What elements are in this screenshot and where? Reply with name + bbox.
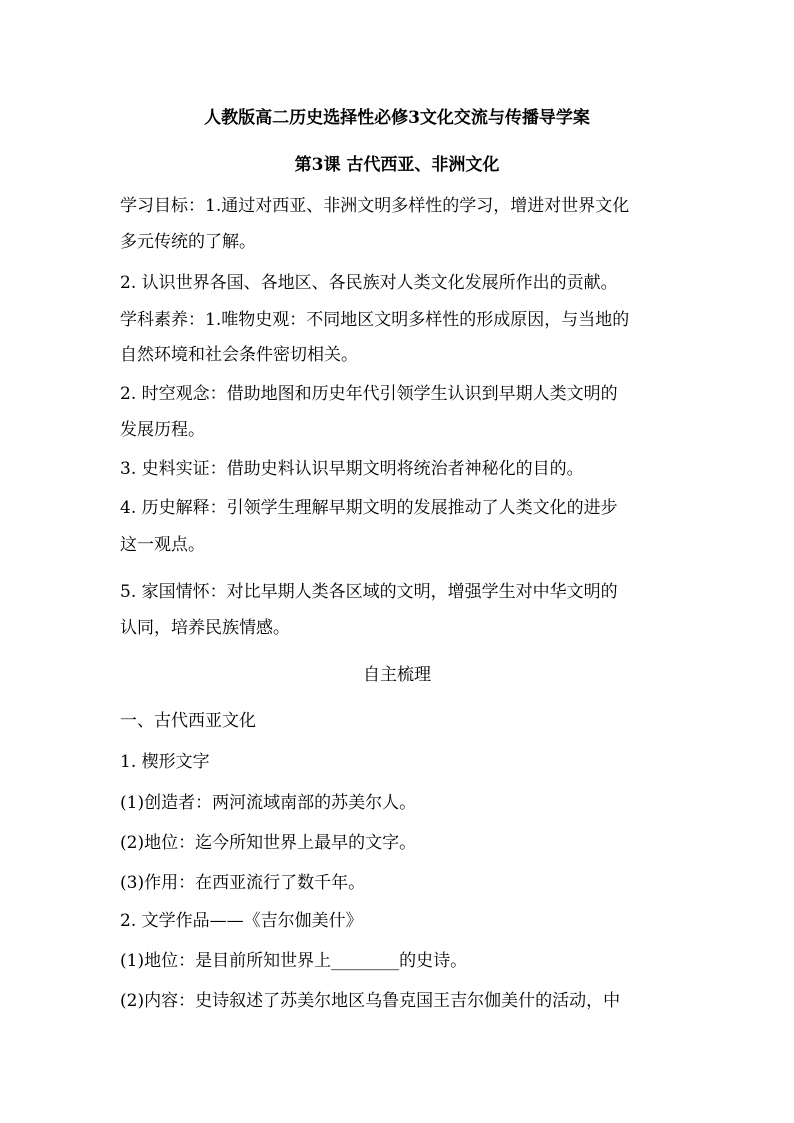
- literacy-line-3: 2. 时空观念：借助地图和历史年代引领学生认识到早期人类文明的: [120, 384, 618, 404]
- section-heading: 自主梳理: [363, 665, 431, 685]
- literacy-line-2: 自然环境和社会条件密切相关。: [120, 345, 358, 365]
- literacy-line-1: 学科素养：1.唯物史观：不同地区文明多样性的形成原因，与当地的: [120, 310, 630, 330]
- section-line-6: 2. 文学作品——《吉尔伽美什》: [120, 911, 363, 931]
- literacy-line-4: 发展历程。: [120, 420, 205, 440]
- literacy-line-9: 认同，培养民族情感。: [120, 618, 290, 638]
- objective-line-2: 多元传统的了解。: [120, 232, 256, 252]
- document-title: 人教版高二历史选择性必修3文化交流与传播导学案: [204, 108, 590, 128]
- lesson-title: 第3课 古代西亚、非洲文化: [294, 155, 500, 175]
- literacy-line-8: 5. 家国情怀：对比早期人类各区域的文明，增强学生对中华文明的: [120, 582, 618, 602]
- literacy-line-6: 4. 历史解释：引领学生理解早期文明的发展推动了人类文化的进步: [120, 498, 618, 518]
- objective-line-3: 2. 认识世界各国、各地区、各民族对人类文化发展所作出的贡献。: [120, 273, 618, 293]
- section-line-1: 一、古代西亚文化: [120, 711, 256, 731]
- literacy-line-5: 3. 史料实证：借助史料认识早期文明将统治者神秘化的目的。: [120, 459, 584, 479]
- section-line-7: (1)地位：是目前所知世界上________的史诗。: [120, 951, 468, 971]
- section-line-2: 1. 楔形文字: [120, 752, 210, 772]
- section-line-3: (1)创造者：两河流域南部的苏美尔人。: [120, 793, 417, 813]
- section-line-8: (2)内容：史诗叙述了苏美尔地区乌鲁克国王吉尔伽美什的活动，中: [120, 991, 621, 1011]
- literacy-line-7: 这一观点。: [120, 535, 205, 555]
- section-line-4: (2)地位：迄今所知世界上最早的文字。: [120, 833, 417, 853]
- objective-line-1: 学习目标：1.通过对西亚、非洲文明多样性的学习，增进对世界文化: [120, 196, 630, 216]
- section-line-5: (3)作用：在西亚流行了数千年。: [120, 873, 366, 893]
